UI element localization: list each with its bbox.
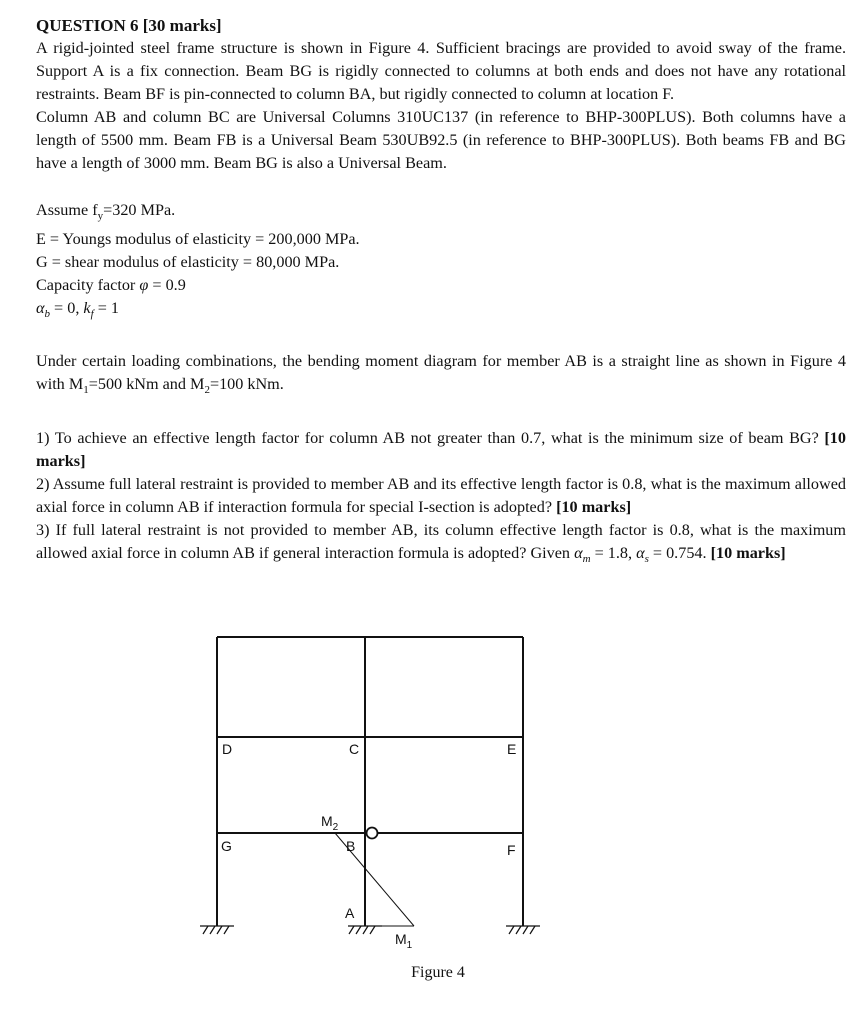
loading-paragraph: Under certain loading combinations, the bending moment diagram for member AB is a straight line as shown in Figure 4 with $M_1=500$ kNm and $M_2=100$ kNm. [36,352,846,397]
label-e: E [507,741,517,757]
label-a: A [345,905,355,921]
assume-alpha-kf: $\alpha_b = 0$, $k_f = 1$ [36,299,119,321]
label-c: C [349,741,360,757]
frame-diagram [0,600,860,1000]
figure-caption: Figure 4 [411,964,465,981]
label-g: G [221,838,232,854]
label-d: D [222,741,233,757]
label-m2: $M_2$ [321,813,339,833]
sub-question-1: 1) To achieve an effective length factor for column AB not greater than 0.7, what is the minimum size of beam BG? [10 marks] [36,428,846,470]
question-title: QUESTION 6 [30 marks] [36,16,222,35]
assume-E: E = Youngs modulus of elasticity = 200,000 MPa. [36,230,360,249]
assume-G: G = shear modulus of elasticity = 80,000 MPa. [36,253,340,272]
sub-question-2: 2) Assume full lateral restraint is provided to member AB and its effective length factor is 0.8, what is the maximum allowed axial force in column AB if interaction formula for special I-section is adopted? [10 marks] [36,474,846,516]
frame-figure [0,600,860,1000]
question-page [36,14,846,571]
section-paragraph: Column AB and column BC are Universal Columns 310UC137 (in reference to BHP-300PLUS). Both columns have a length of 5500 mm. Beam FB is a Universal Beam 530UB92.5 (in reference to BHP-300PLUS). Both beams FB and BG have a length of 3000 mm. Beam BG is also a Universal Beam. [36,108,846,172]
label-m1: $M_1$ [395,931,413,951]
sub-question-3: 3) If full lateral restraint is not provided to member AB, its column effective length factor is 0.8, what is the maximum allowed axial force in column AB if general interaction formula is adopted? Given $\alpha_m = 1.8$, $\alpha_s = 0.754$. [10 marks] [36,520,846,565]
label-f: F [507,842,516,858]
pin-joint-b [367,828,378,839]
intro-paragraph: A rigid-jointed steel frame structure is shown in Figure 4. Sufficient bracings are provided to avoid sway of the frame. Support A is a fix connection. Beam BG is rigidly connected to columns at both ends and does not have any rotational restraints. Beam BF is pin-connected to column BA, but rigidly connected to column at location F. [36,39,846,103]
assumptions-block [36,199,846,326]
label-b: B [346,838,356,854]
assume-fy: Assume $f_y=320$ MPa. [36,201,176,223]
fixed-supports [200,926,540,934]
assume-phi: Capacity factor φ = 0.9 [36,276,186,295]
